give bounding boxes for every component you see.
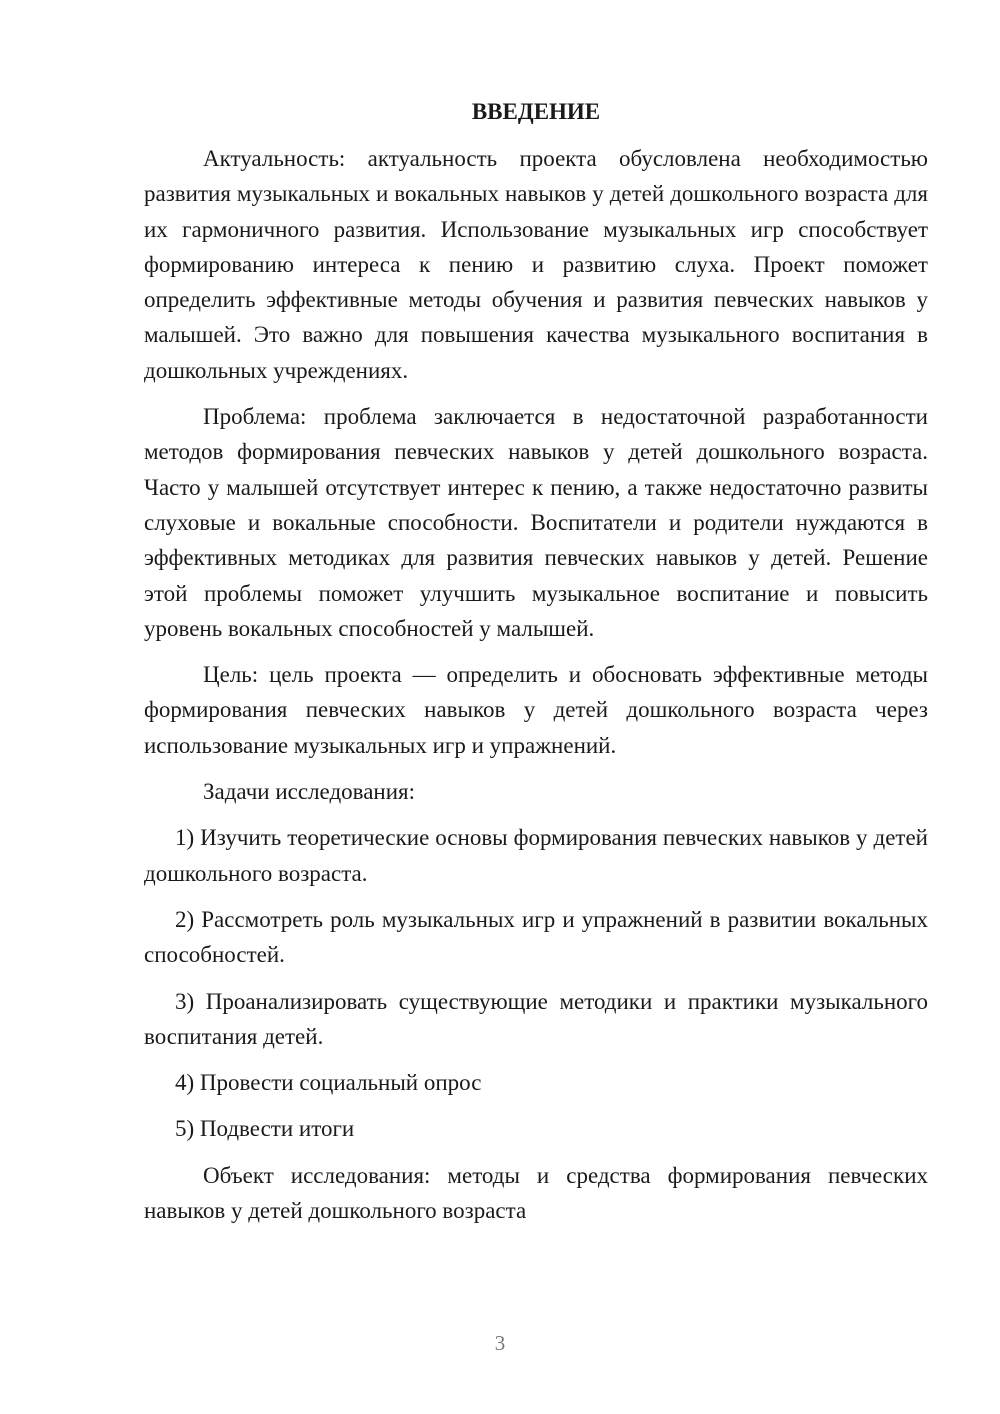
page-number: 3: [494, 1331, 506, 1355]
task-item-3: 3) Проанализировать существующие методики и практики музыкального воспитания детей.: [144, 988, 928, 1049]
paragraph-goal: Цель: цель проекта — определить и обосновать эффективные методы формирования певческих навыков у детей дошкольного возраста через использование музыкальных игр и упражнений.: [144, 662, 928, 758]
task-item-5: 5) Подвести итоги: [175, 1116, 355, 1142]
task-item-1: 1) Изучить теоретические основы формирования певческих навыков у детей дошкольного возраста.: [144, 825, 928, 886]
task-item-4: 4) Провести социальный опрос: [175, 1070, 482, 1096]
paragraph-object: Объект исследования: методы и средства формирования певческих навыков у детей дошкольного возраста: [144, 1162, 928, 1224]
task-item-2: 2) Рассмотреть роль музыкальных игр и упражнений в развитии вокальных способностей.: [144, 906, 928, 968]
section-title: ВВЕДЕНИЕ: [471, 99, 601, 124]
paragraph-relevance: Актуальность: актуальность проекта обусловлена необходимостью развития музыкальных и вокальных навыков у детей дошкольного возраста для их гармоничного развития. Использование музыкальных игр способствует формированию интереса к пению и развитию слуха. Проект поможет определить эффективные методы обучения и развития певческих навыков у малышей. Это важно для повышения качества музыкального воспитания в дошкольных учреждениях.: [144, 146, 928, 383]
tasks-heading: Задачи исследования:: [203, 779, 416, 805]
paragraph-problem: Проблема: проблема заключается в недостаточной разработанности методов формирования певческих навыков у детей дошкольного возраста. Часто у малышей отсутствует интерес к пению, а также недостаточно развиты слуховые и вокальные способности. Воспитатели и родители нуждаются в эффективных методиках для развития певческих навыков у детей. Решение этой проблемы поможет улучшить музыкальное воспитание и повысить уровень вокальных способностей у малышей.: [144, 404, 928, 641]
page-content: [144, 94, 928, 1239]
